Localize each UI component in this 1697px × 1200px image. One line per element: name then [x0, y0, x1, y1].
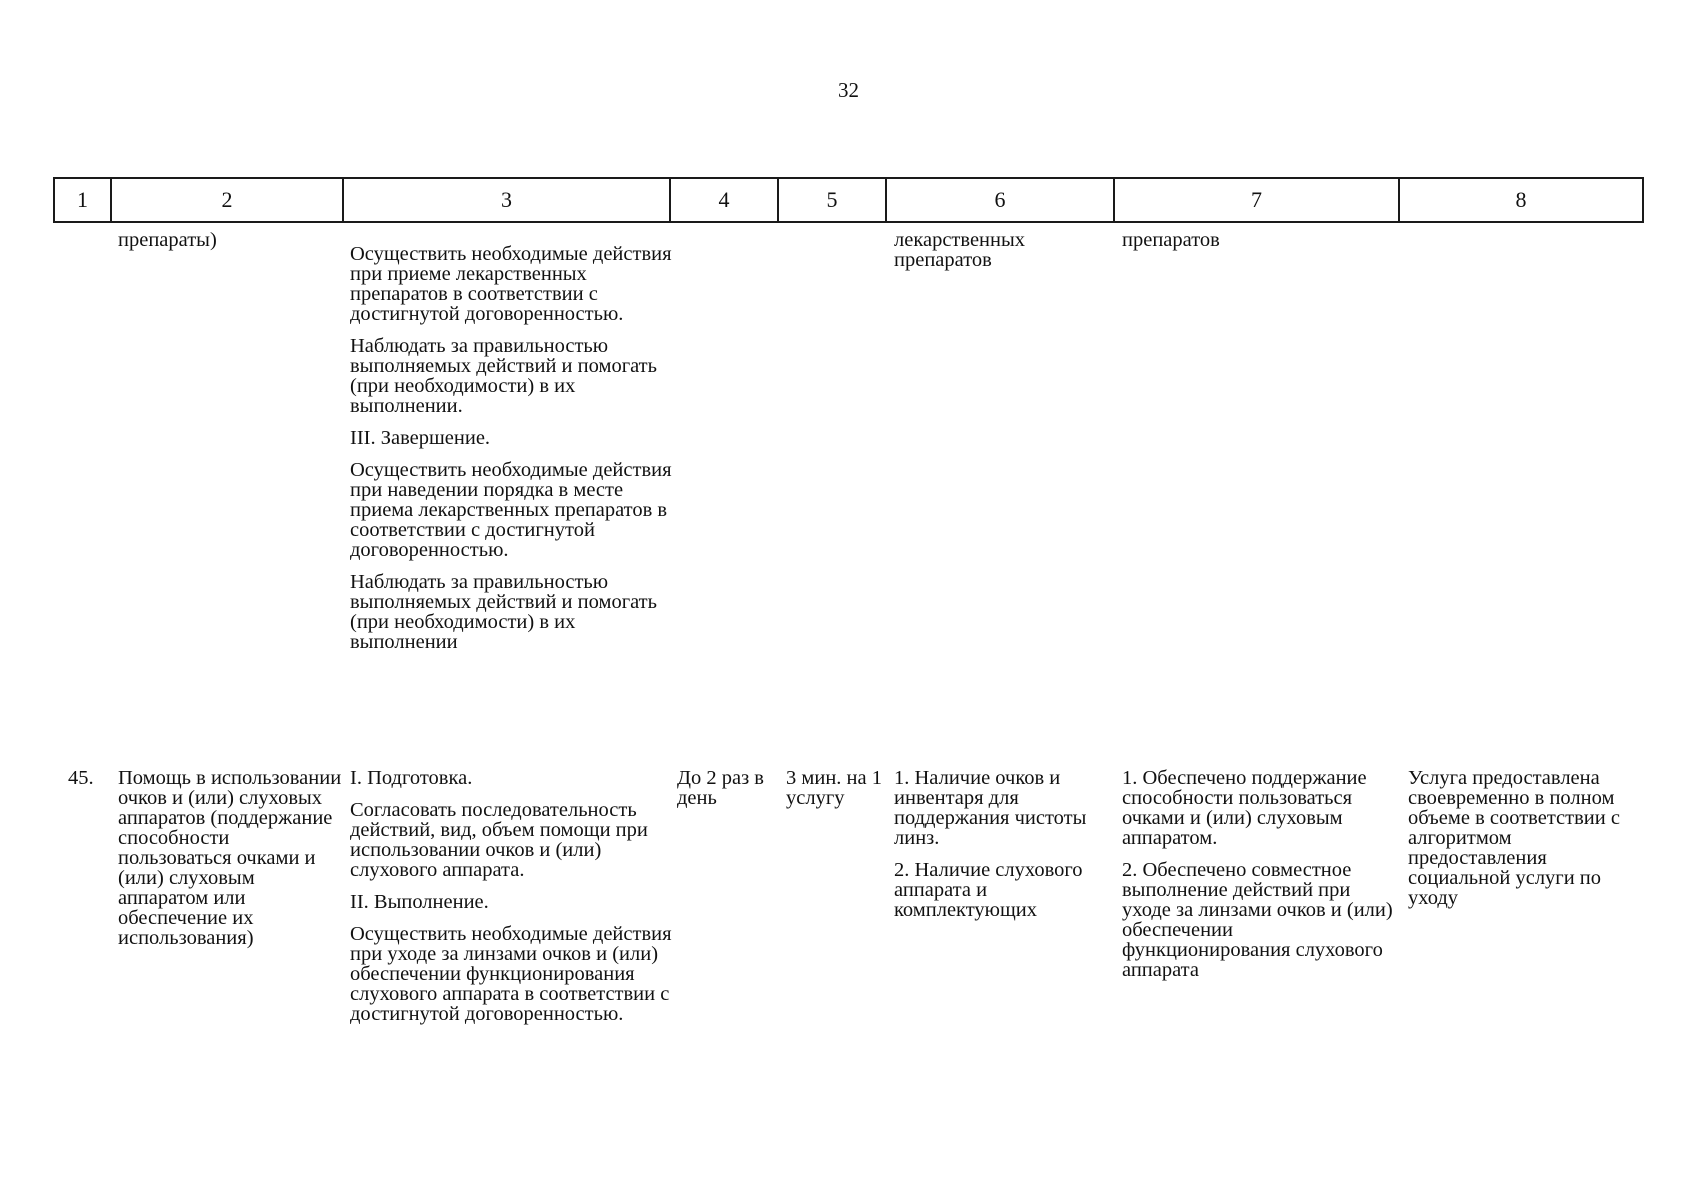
- continuation-conditions-cell: лекарственных препаратов: [894, 229, 1026, 271]
- column-header-table: [53, 177, 1644, 223]
- column-header-4: 4: [670, 178, 778, 222]
- service-actions-cell: [350, 768, 672, 1024]
- condition-paragraph: 1. Наличие очков и инвентаря для поддержания чистоты линз.: [894, 767, 1087, 849]
- continuation-action-paragraph: Осуществить необходимые действия при приеме лекарственных препаратов в соответствии с достигнутой договоренностью.: [350, 243, 672, 325]
- quality-criteria-cell: Услуга предоставлена своевременно в полном объеме в соответствии с алгоритмом предоставления социальной услуги по уходу: [1408, 767, 1620, 909]
- column-header-7: 7: [1114, 178, 1399, 222]
- action-paragraph: II. Выполнение.: [350, 891, 489, 913]
- action-paragraph: I. Подготовка.: [350, 767, 473, 789]
- action-paragraph: Согласовать последовательность действий, вид, объем помощи при использовании очков и (или) слухового аппарата.: [350, 799, 648, 881]
- row-number: 45.: [68, 767, 94, 789]
- result-paragraph: 2. Обеспечено совместное выполнение действий при уходе за линзами очков и (или) обеспечении функционирования слухового аппарата: [1122, 859, 1393, 981]
- column-header-row: [54, 178, 1643, 222]
- continuation-action-paragraph: Осуществить необходимые действия при наведении порядка в месте приема лекарственных препаратов в соответствии с достигнутой договоренностью.: [350, 459, 672, 561]
- condition-paragraph: 2. Наличие слухового аппарата и комплектующих: [894, 859, 1083, 921]
- service-name-cell: Помощь в использовании очков и (или) слуховых аппаратов (поддержание способности пользоваться очками и (или) слуховым аппаратом или обеспечение их использования): [118, 767, 342, 949]
- page-number: 32: [838, 78, 859, 102]
- frequency-cell: До 2 раз в день: [677, 767, 764, 809]
- results-cell: [1122, 768, 1402, 980]
- column-header-8: 8: [1399, 178, 1643, 222]
- conditions-cell: [894, 768, 1116, 920]
- continuation-results-cell: препаратов: [1122, 229, 1220, 251]
- duration-cell: 3 мин. на 1 услугу: [786, 767, 882, 809]
- continuation-action-paragraph: Наблюдать за правильностью выполняемых действий и помогать (при необходимости) в их выполнении: [350, 571, 657, 653]
- column-header-1: 1: [54, 178, 111, 222]
- continuation-action-paragraph: Наблюдать за правильностью выполняемых действий и помогать (при необходимости) в их выполнении.: [350, 335, 657, 417]
- result-paragraph: 1. Обеспечено поддержание способности пользоваться очками и (или) слуховым аппаратом.: [1122, 767, 1367, 849]
- action-paragraph: Осуществить необходимые действия при уходе за линзами очков и (или) обеспечении функционирования слухового аппарата в соответствии с достигнутой договоренностью.: [350, 923, 672, 1025]
- column-header-5: 5: [778, 178, 886, 222]
- continuation-action-paragraph: III. Завершение.: [350, 427, 491, 449]
- column-header-3: 3: [343, 178, 670, 222]
- column-header-2: 2: [111, 178, 343, 222]
- continuation-actions-cell: [350, 244, 672, 652]
- column-header-6: 6: [886, 178, 1114, 222]
- continuation-service-cell: препараты): [118, 229, 217, 251]
